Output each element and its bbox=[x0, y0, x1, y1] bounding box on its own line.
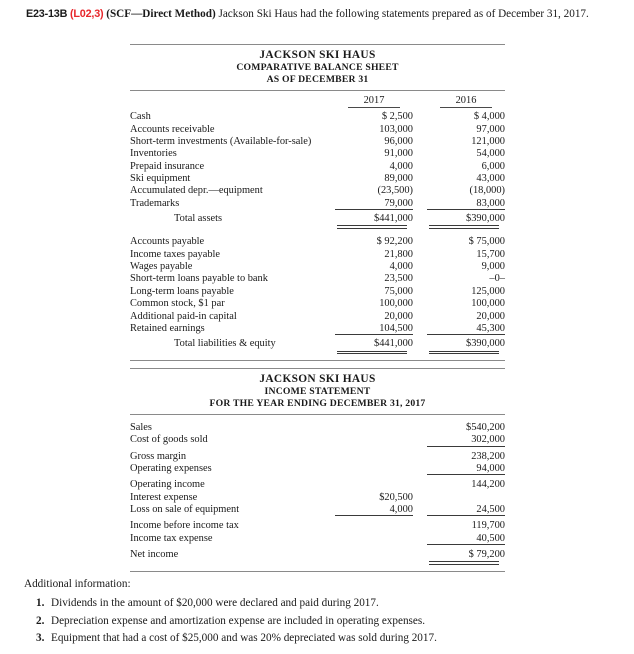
row-value-2016: –0– bbox=[489, 273, 505, 285]
row-label: Trademarks bbox=[130, 197, 180, 209]
row-value-2016: 125,000 bbox=[471, 285, 505, 297]
row-label: Inventories bbox=[130, 148, 177, 160]
additional-information-heading: Additional information: bbox=[24, 578, 131, 590]
table-row bbox=[130, 286, 505, 298]
row-value-2016: $ 75,000 bbox=[468, 236, 505, 248]
total-assets-2017: $441,000 bbox=[335, 210, 413, 225]
total-assets-label: Total assets bbox=[174, 213, 223, 225]
row-label: Accounts payable bbox=[130, 236, 205, 248]
row-subvalue bbox=[335, 447, 413, 463]
row-subvalue bbox=[335, 475, 413, 491]
balance-sheet-period: AS OF DECEMBER 31 bbox=[266, 74, 369, 85]
row-label: Wages payable bbox=[130, 261, 193, 273]
income-statement-period: FOR THE YEAR ENDING DECEMBER 31, 2017 bbox=[209, 398, 426, 409]
list-item-text: Equipment that had a cost of $25,000 and was 20% depreciated was sold during 2017. bbox=[51, 632, 437, 644]
row-value bbox=[427, 492, 505, 504]
total-assets-2016: $390,000 bbox=[427, 210, 505, 225]
list-item-marker: 2. bbox=[36, 614, 45, 627]
income-statement-title: INCOME STATEMENT bbox=[264, 386, 371, 397]
list-item-marker: 3. bbox=[36, 632, 45, 644]
list-item bbox=[24, 631, 624, 645]
table-row-total bbox=[130, 210, 505, 225]
row-label: Gross margin bbox=[130, 450, 187, 462]
row-value-2016: 121,000 bbox=[471, 136, 505, 148]
row-label: Interest expense bbox=[130, 491, 198, 503]
row-value-2017: 75,000 bbox=[384, 285, 413, 297]
row-value: $540,200 bbox=[466, 422, 505, 433]
row-value-2016: 45,300 bbox=[427, 323, 505, 335]
row-label: Cash bbox=[130, 111, 151, 123]
row-value: 119,700 bbox=[471, 520, 505, 532]
table-row bbox=[130, 492, 505, 504]
balance-sheet-title: COMPARATIVE BALANCE SHEET bbox=[236, 62, 399, 73]
row-value-2016: 100,000 bbox=[471, 298, 505, 310]
row-value-2017: 20,000 bbox=[384, 310, 413, 322]
row-value-2017: $ 92,200 bbox=[376, 236, 413, 248]
balance-sheet-column-headers bbox=[130, 91, 505, 108]
loss-on-sale-value: 4,000 bbox=[335, 504, 413, 516]
row-label: Accumulated depr.—equipment bbox=[130, 185, 263, 197]
row-value: 94,000 bbox=[427, 463, 505, 475]
table-row-total bbox=[130, 545, 505, 561]
balance-sheet-bottom-rule bbox=[130, 360, 505, 361]
row-label: Income before income tax bbox=[130, 520, 239, 532]
total-liabilities-equity-2016: $390,000 bbox=[427, 335, 505, 350]
row-value-2016: 54,000 bbox=[476, 148, 505, 160]
row-value-2017: 91,000 bbox=[384, 148, 413, 160]
income-statement-table bbox=[130, 415, 505, 571]
table-row bbox=[130, 124, 505, 136]
row-label: Ski equipment bbox=[130, 173, 191, 185]
additional-information-list bbox=[24, 596, 624, 645]
row-value-2017: 79,000 bbox=[335, 198, 413, 210]
total-liabilities-equity-label: Total liabilities & equity bbox=[174, 338, 276, 350]
comparative-balance-sheet bbox=[130, 44, 505, 361]
table-row bbox=[130, 148, 505, 160]
row-value-2017: 104,500 bbox=[335, 323, 413, 335]
table-row bbox=[130, 463, 505, 475]
row-value-2016: 43,000 bbox=[476, 173, 505, 185]
table-row bbox=[130, 108, 505, 123]
exercise-header bbox=[26, 7, 626, 21]
column-header-2017 bbox=[335, 91, 413, 108]
net-income-label: Net income bbox=[130, 549, 179, 561]
row-subvalue bbox=[335, 533, 413, 545]
row-subvalue bbox=[335, 516, 413, 532]
row-subvalue bbox=[335, 434, 413, 446]
row-value-2017: (23,500) bbox=[377, 185, 413, 197]
row-label: Income tax expense bbox=[130, 532, 213, 544]
balance-sheet-table bbox=[130, 91, 505, 360]
table-row bbox=[130, 298, 505, 310]
row-value-2017: $ 2,500 bbox=[381, 111, 413, 123]
list-item bbox=[24, 596, 624, 610]
row-value-2016: 97,000 bbox=[476, 123, 505, 135]
table-row bbox=[130, 173, 505, 185]
table-row bbox=[130, 136, 505, 148]
row-value: 40,500 bbox=[427, 533, 505, 545]
row-value-2016: 9,000 bbox=[481, 261, 505, 273]
additional-information bbox=[24, 578, 624, 649]
row-label: Prepaid insurance bbox=[130, 160, 205, 172]
table-row bbox=[130, 198, 505, 210]
row-label: Common stock, $1 par bbox=[130, 298, 225, 310]
list-item-text: Dividends in the amount of $20,000 were declared and paid during 2017. bbox=[51, 597, 379, 609]
table-row bbox=[130, 261, 505, 273]
column-header-2016 bbox=[427, 91, 505, 108]
income-statement-bottom-rule bbox=[130, 571, 505, 572]
row-value-2016: 20,000 bbox=[476, 310, 505, 322]
list-item-text: Depreciation expense and amortization expense are included in operating expenses. bbox=[51, 614, 426, 627]
table-row bbox=[130, 161, 505, 173]
table-row bbox=[130, 475, 505, 491]
interest-expense-value: $20,500 bbox=[379, 491, 413, 503]
table-row bbox=[130, 185, 505, 197]
row-value-2016: $ 4,000 bbox=[473, 111, 505, 123]
table-row-total bbox=[130, 335, 505, 350]
table-row bbox=[130, 504, 505, 516]
row-value-2017: 100,000 bbox=[379, 298, 413, 310]
income-statement bbox=[130, 368, 505, 572]
row-label: Cost of goods sold bbox=[130, 434, 208, 446]
list-item bbox=[24, 614, 624, 628]
row-value-2017: 21,800 bbox=[384, 248, 413, 260]
row-label: Short-term loans payable to bank bbox=[130, 273, 268, 285]
balance-sheet-company: JACKSON SKI HAUS bbox=[259, 49, 376, 61]
row-value: 302,000 bbox=[427, 434, 505, 446]
row-value-2017: 89,000 bbox=[384, 173, 413, 185]
row-subvalue bbox=[335, 463, 413, 475]
table-row bbox=[130, 273, 505, 285]
table-row bbox=[130, 311, 505, 323]
row-value: 24,500 bbox=[427, 504, 505, 516]
row-value-2016: 83,000 bbox=[427, 198, 505, 210]
table-row bbox=[130, 516, 505, 532]
table-row bbox=[130, 323, 505, 335]
row-label: Operating expenses bbox=[130, 463, 212, 475]
exercise-code: E23-13B bbox=[26, 8, 68, 20]
row-subvalue bbox=[335, 415, 413, 434]
exercise-topic: (SCF—Direct Method) bbox=[106, 8, 216, 20]
row-label: Loss on sale of equipment bbox=[130, 504, 240, 516]
table-row bbox=[130, 249, 505, 261]
row-label: Additional paid-in capital bbox=[130, 310, 237, 322]
row-label: Operating income bbox=[130, 479, 205, 491]
table-row bbox=[130, 533, 505, 545]
row-label: Long-term loans payable bbox=[130, 285, 234, 297]
row-value-2016: (18,000) bbox=[469, 185, 505, 197]
row-label: Income taxes payable bbox=[130, 248, 221, 260]
row-label: Sales bbox=[130, 422, 152, 433]
row-value-2017: 23,500 bbox=[384, 273, 413, 285]
list-item-marker: 1. bbox=[36, 597, 45, 609]
row-label: Retained earnings bbox=[130, 322, 205, 334]
table-row bbox=[130, 447, 505, 463]
row-subvalue bbox=[335, 545, 413, 561]
table-row bbox=[130, 434, 505, 446]
exercise-intro: Jackson Ski Haus had the following statements prepared as of December 31, 2017. bbox=[218, 8, 589, 20]
net-income-value: $ 79,200 bbox=[427, 545, 505, 561]
exercise-learning-objectives: (L02,3) bbox=[70, 8, 104, 20]
column-header-2017-label: 2017 bbox=[363, 95, 385, 106]
income-statement-company: JACKSON SKI HAUS bbox=[259, 373, 376, 385]
row-label: Accounts receivable bbox=[130, 123, 215, 135]
row-value-2016: 6,000 bbox=[481, 160, 505, 172]
row-value-2017: 4,000 bbox=[389, 160, 413, 172]
row-value: 144,200 bbox=[471, 479, 505, 491]
column-header-2016-label: 2016 bbox=[455, 95, 477, 106]
row-label: Short-term investments (Available-for-sale) bbox=[130, 136, 312, 148]
row-value-2016: 15,700 bbox=[476, 248, 505, 260]
row-value: 238,200 bbox=[471, 450, 505, 462]
row-value-2017: 4,000 bbox=[389, 261, 413, 273]
row-value-2017: 103,000 bbox=[379, 123, 413, 135]
row-value-2017: 96,000 bbox=[384, 136, 413, 148]
total-liabilities-equity-2017: $441,000 bbox=[335, 335, 413, 350]
table-row bbox=[130, 236, 505, 248]
table-row bbox=[130, 415, 505, 434]
